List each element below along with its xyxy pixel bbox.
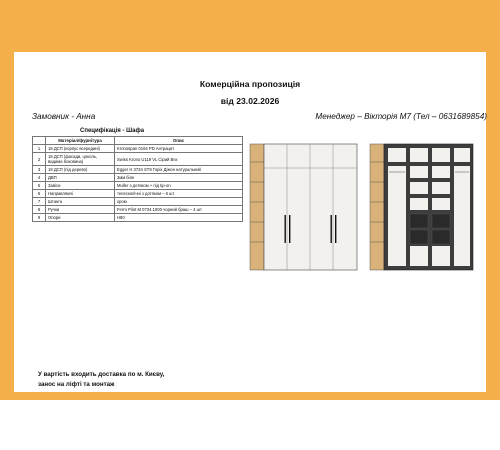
table-row [33,214,243,222]
drawer [410,230,428,244]
row-description: телескопічні з дотяком – 6 шт [115,190,243,198]
row-description: хром [115,198,243,206]
wardrobe-facade [264,144,357,270]
spec-header-row [33,137,243,145]
row-description: Muller з дотяком + під tip-on [115,182,243,190]
row-number: 1 [33,145,46,153]
table-row [33,145,243,153]
row-material: 18 ДСП (під дерево) [46,166,115,174]
row-number: 4 [33,174,46,182]
wardrobe-open-view [370,144,473,270]
delivery-note-line: занос на ліфті та монтаж [38,380,115,388]
row-description: Egger H 3734 ST9 Горіх Діжон натуральний [115,166,243,174]
row-description: Swiss Krono U119 VL Сірий Вєк [115,153,243,166]
spec-header-number [33,137,46,145]
row-number: 2 [33,153,46,166]
row-material: Опори [46,214,115,222]
row-material: 18 ДСП (корпус всередині) [46,145,115,153]
row-description: Ferro Pilot M 0734.1000 чорний браш – 4 шт [115,206,243,214]
table-row [33,166,243,174]
door-handle [289,215,290,243]
proposal-date: від 23.02.2026 [220,96,280,106]
row-number: 7 [33,198,46,206]
row-number: 3 [33,166,46,174]
row-material: ДВП [46,174,115,182]
spec-header-description: Опис [115,137,243,145]
row-description: 3мм біле [115,174,243,182]
delivery-note [38,370,164,389]
door-handle [285,215,286,243]
door-handle [335,215,336,243]
proposal-title: Комерційна пропозиція [199,79,301,89]
row-number: 5 [33,182,46,190]
row-material: Завіси [46,182,115,190]
row-number: 8 [33,206,46,214]
wardrobe-drawings [246,136,476,276]
table-row [33,174,243,182]
spec-table [32,136,243,222]
row-material: Ручки [46,206,115,214]
table-row [33,182,243,190]
manager-contact: Менеджер – Вікторія М7 (Тел – 0631689854) [315,112,487,121]
row-material: Направляючі [46,190,115,198]
row-number: 9 [33,214,46,222]
row-material: Штанга [46,198,115,206]
row-description: H80 [115,214,243,222]
drawer [410,214,428,228]
wardrobe-closed-view [250,144,357,270]
side-shelves-wood [250,144,264,270]
spec-header-material: Матеріал/фурнітура [46,137,115,145]
table-row [33,206,243,214]
table-row [33,190,243,198]
row-description: Kronospan 0164 PD Антрацит [115,145,243,153]
table-row [33,153,243,166]
row-material: 18 ДСП (фасади, цоколь, видима боковина) [46,153,115,166]
table-row [33,198,243,206]
drawer [432,230,450,244]
row-number: 6 [33,190,46,198]
door-handle [331,215,332,243]
drawer [432,214,450,228]
delivery-note-line: У вартість входить доставка по м. Києву, [38,371,165,378]
spec-title: Специфікація - Шафа [80,128,145,134]
side-shelves-wood [370,144,384,270]
client-name: Замовник - Анна [32,112,96,121]
